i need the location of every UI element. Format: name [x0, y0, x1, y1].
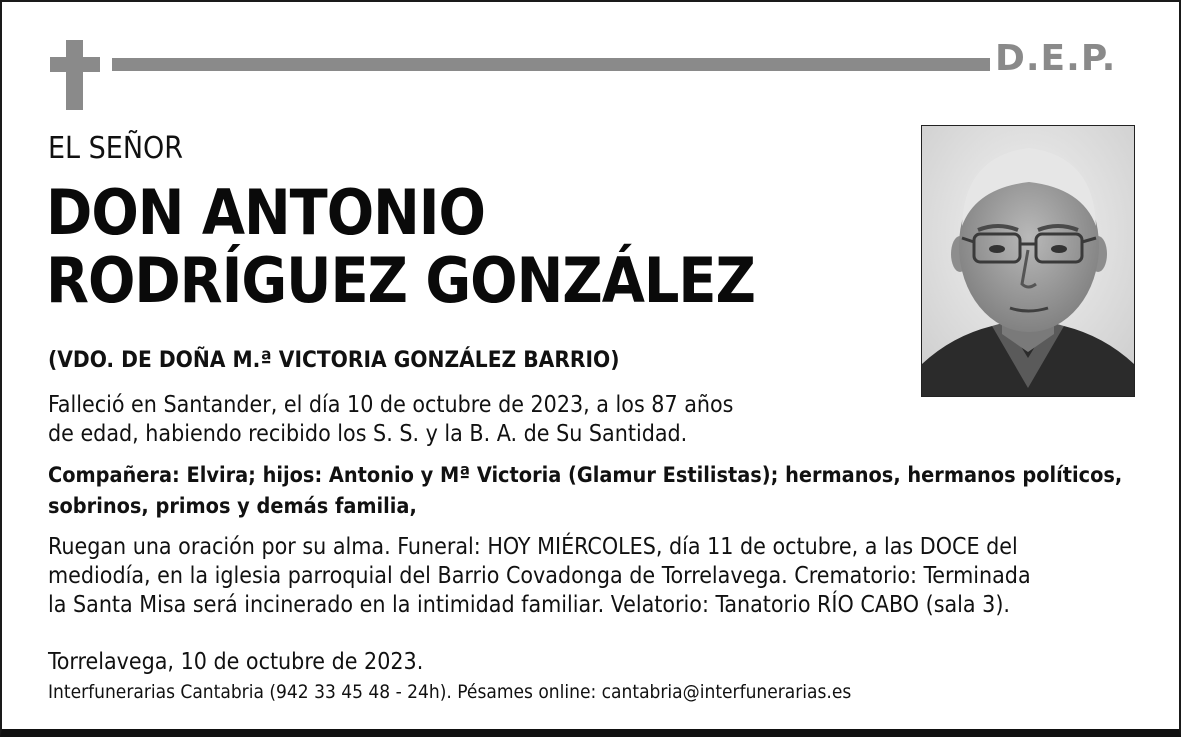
dep-label: D.E.P. [995, 38, 1117, 79]
cross-horizontal-bar [50, 57, 100, 72]
family-line-1: Compañera: Elvira; hijos: Antonio y Mª Victoria (Glamur Estilistas); hermanos, hermanos políticos, [48, 463, 1123, 488]
name-line-1: DON ANTONIO [46, 176, 485, 249]
portrait-illustration [922, 126, 1134, 396]
portrait-photo [921, 125, 1135, 397]
funeral-line-2: mediodía, en la iglesia parroquial del Barrio Covadonga de Torrelavega. Crematorio: Terminada [48, 563, 1031, 589]
death-announcement [48, 391, 808, 449]
dateline: Torrelavega, 10 de octubre de 2023. [48, 649, 424, 675]
header-rule [112, 58, 990, 71]
name-line-2: RODRÍGUEZ GONZÁLEZ [46, 244, 755, 317]
death-line-1: Falleció en Santander, el día 10 de octubre de 2023, a los 87 años [48, 392, 734, 418]
funeral-home-contact: Interfunerarias Cantabria (942 33 45 48 - 24h). Pésames online: cantabria@interfunerarias.es [48, 681, 852, 703]
funeral-line-3: la Santa Misa será incinerado en la intimidad familiar. Velatorio: Tanatorio RÍO CABO (sala 3). [48, 592, 1010, 618]
death-line-2: de edad, habiendo recibido los S. S. y la B. A. de Su Santidad. [48, 421, 688, 447]
honorific: EL SEÑOR [48, 131, 184, 166]
funeral-details [48, 533, 1158, 620]
family-line-2: sobrinos, primos y demás familia, [48, 494, 417, 519]
widower-note: (VDO. DE DOÑA M.ª VICTORIA GONZÁLEZ BARRIO) [48, 347, 620, 373]
deceased-name [46, 176, 755, 317]
family-list [48, 460, 1158, 522]
cross-vertical-bar [66, 40, 83, 110]
funeral-line-1: Ruegan una oración por su alma. Funeral: HOY MIÉRCOLES, día 11 de octubre, a las DOCE del [48, 534, 1018, 560]
